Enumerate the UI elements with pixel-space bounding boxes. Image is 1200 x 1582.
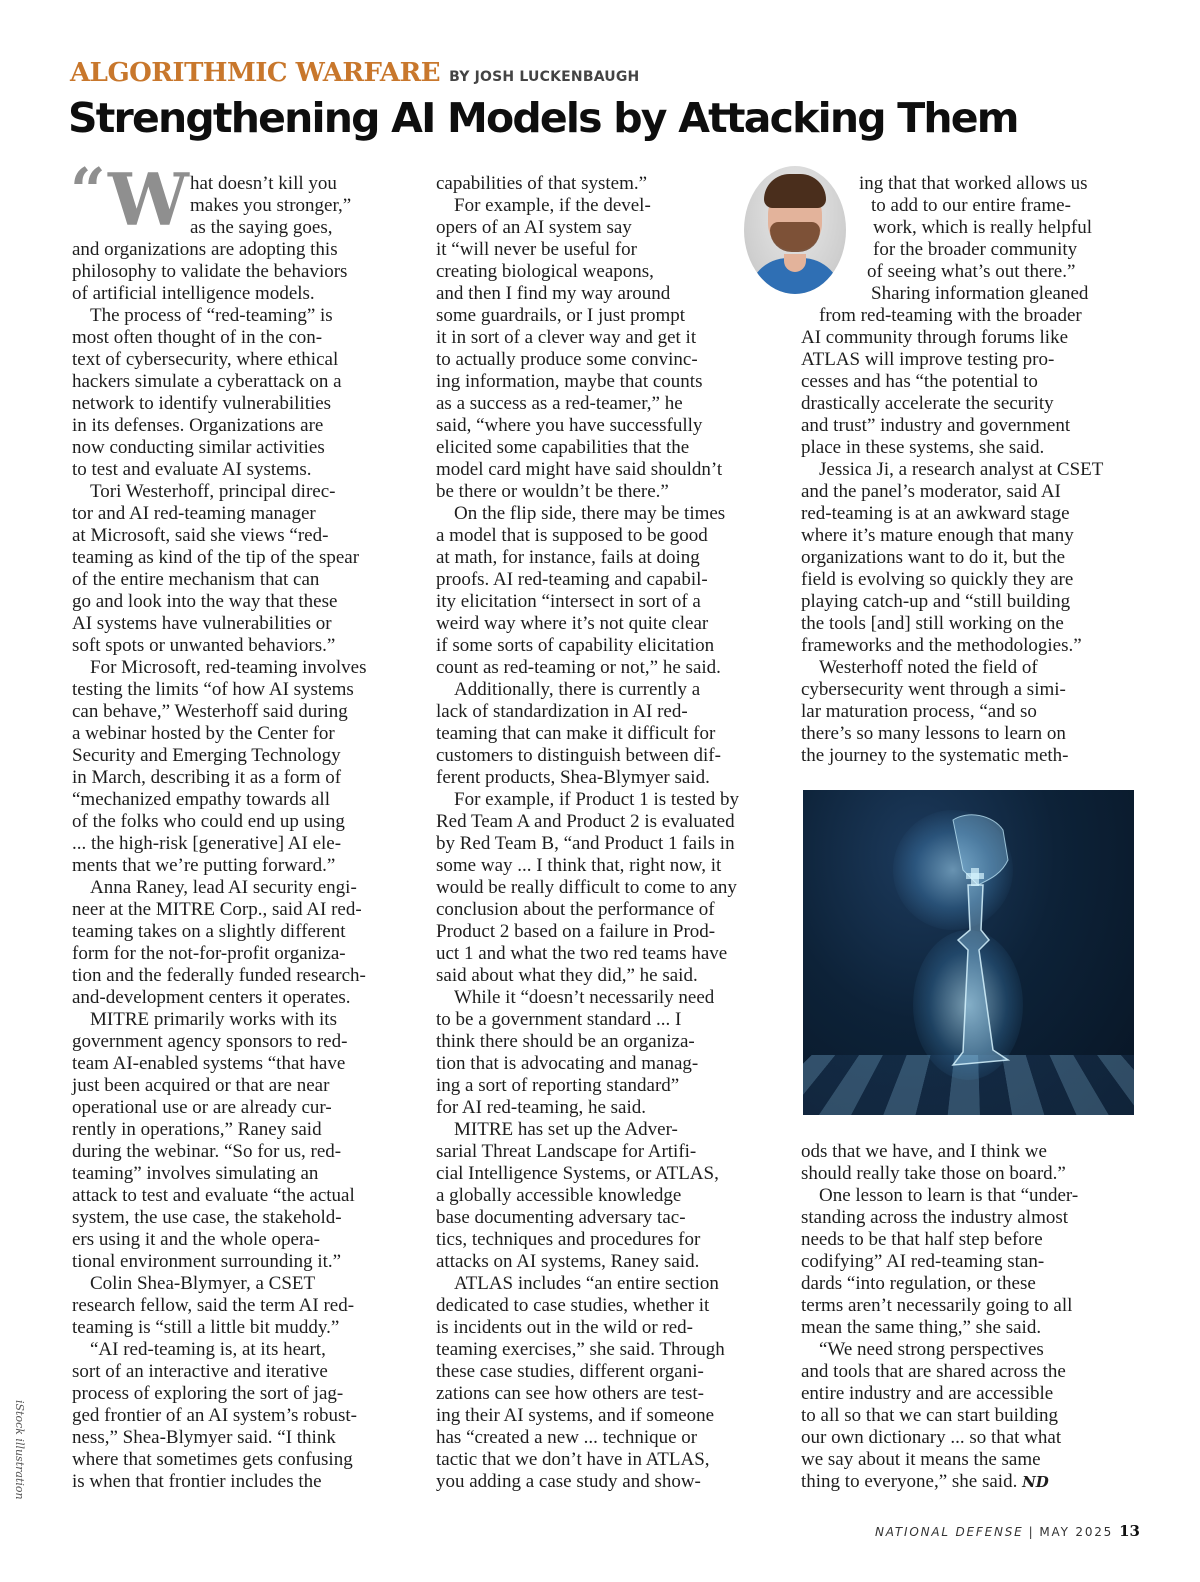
text-line: by Red Team B, “and Product 1 fails in	[436, 833, 735, 854]
page-number: 13	[1119, 1522, 1140, 1540]
text-line: dards “into regulation, or these	[801, 1273, 1036, 1294]
text-line: we say about it means the same	[801, 1449, 1041, 1470]
text-line: for the broader community	[873, 239, 1078, 260]
text-line: where that sometimes gets confusing	[72, 1449, 353, 1470]
text-line: soft spots or unwanted behaviors.”	[72, 635, 336, 656]
text-line: “AI red-teaming is, at its heart,	[90, 1339, 326, 1360]
text-line: our own dictionary ... so that what	[801, 1427, 1062, 1448]
text-line: you adding a case study and show-	[436, 1471, 701, 1492]
text-line: The process of “red-teaming” is	[90, 305, 333, 326]
text-line: teaming as kind of the tip of the spear	[72, 547, 360, 568]
text-line: at Microsoft, said she views “red-	[72, 525, 329, 546]
text-line: some way ... I think that, right now, it	[436, 855, 722, 876]
text-line	[801, 1471, 1146, 1493]
text-line: “We need strong perspectives	[819, 1339, 1044, 1360]
text-line: On the flip side, there may be times	[454, 503, 726, 524]
text-line: model card might have said shouldn’t	[436, 459, 723, 480]
text-line: most often thought of in the con-	[72, 327, 323, 348]
text-line: there’s so many lessons to learn on	[801, 723, 1066, 744]
text-line: can behave,” Westerhoff said during	[72, 701, 348, 722]
text-line: and then I find my way around	[436, 283, 671, 304]
text-line: it “will never be useful for	[436, 239, 638, 260]
text-line: would be really difficult to come to any	[436, 877, 737, 898]
text-line: proofs. AI red-teaming and capabil-	[436, 569, 708, 590]
text-line: ers using it and the whole opera-	[72, 1229, 320, 1250]
text-line: playing catch-up and “still building	[801, 591, 1071, 612]
text-line: elicited some capabilities that the	[436, 437, 690, 458]
text-line: sarial Threat Landscape for Artifi-	[436, 1141, 697, 1162]
text-line: Red Team A and Product 2 is evaluated	[436, 811, 735, 832]
text-line: is when that frontier includes the	[72, 1471, 322, 1492]
text-line: of the folks who could end up using	[72, 811, 345, 832]
text-line: just been acquired or that are near	[72, 1075, 330, 1096]
text-line: said, “where you have successfully	[436, 415, 703, 436]
text-line: where it’s mature enough that many	[801, 525, 1074, 546]
article-column-3-top	[801, 173, 1146, 767]
text-line: it in sort of a clever way and get it	[436, 327, 697, 348]
text-line: philosophy to validate the behaviors	[72, 261, 348, 282]
text-line: for AI red-teaming, he said.	[436, 1097, 646, 1118]
text-line: needs to be that half step before	[801, 1229, 1043, 1250]
headline: Strengthening AI Models by Attacking Them	[68, 94, 1018, 142]
text-line: should really take those on board.”	[801, 1163, 1066, 1184]
page-footer	[875, 1522, 1140, 1540]
text-line: these case studies, different organi-	[436, 1361, 704, 1382]
text-line: be there or wouldn’t be there.”	[436, 481, 669, 502]
text-line: For example, if Product 1 is tested by	[454, 789, 739, 810]
text-line: ferent products, Shea-Blymyer said.	[436, 767, 710, 788]
text-line: ity elicitation “intersect in sort of a	[436, 591, 701, 612]
text-line: a webinar hosted by the Center for	[72, 723, 335, 744]
text-line: think there should be an organiza-	[436, 1031, 695, 1052]
article-column-2	[436, 173, 781, 1493]
text-line: is incidents out in the wild or red-	[436, 1317, 693, 1338]
text-line: and the panel’s moderator, said AI	[801, 481, 1061, 502]
text-line: terms aren’t necessarily going to all	[801, 1295, 1073, 1316]
text-line: Westerhoff noted the field of	[819, 657, 1038, 678]
text-line: ing that that worked allows us	[859, 173, 1088, 194]
text-span: thing to everyone,” she said.	[801, 1471, 1018, 1492]
text-line: ing information, maybe that counts	[436, 371, 703, 392]
text-line: text of cybersecurity, where ethical	[72, 349, 339, 370]
text-line: tion and the federally funded research-	[72, 965, 366, 986]
text-line: lack of standardization in AI red-	[436, 701, 688, 722]
drop-cap-letter: W	[108, 157, 189, 242]
text-line: cial Intelligence Systems, or ATLAS,	[436, 1163, 719, 1184]
text-line: cesses and has “the potential to	[801, 371, 1038, 392]
text-line: field is evolving so quickly they are	[801, 569, 1074, 590]
text-line: go and look into the way that these	[72, 591, 338, 612]
text-line: zations can see how others are test-	[436, 1383, 705, 1404]
text-line: ods that we have, and I think we	[801, 1141, 1047, 1162]
department-label: ALGORITHMIC WARFARE	[70, 58, 441, 88]
text-line: MITRE has set up the Adver-	[454, 1119, 678, 1140]
text-line: during the webinar. “So for us, red-	[72, 1141, 342, 1162]
text-line: hackers simulate a cyberattack on a	[72, 371, 342, 392]
text-line: weird way where it’s not quite clear	[436, 613, 709, 634]
text-line: as the saying goes,	[190, 217, 333, 238]
text-line: form for the not-for-profit organiza-	[72, 943, 346, 964]
article-column-1	[72, 173, 412, 1493]
text-line: hat doesn’t kill you	[190, 173, 337, 194]
text-line: as a success as a red-teamer,” he	[436, 393, 683, 414]
text-line: a model that is supposed to be good	[436, 525, 708, 546]
text-line: tion that is advocating and manag-	[436, 1053, 699, 1074]
article-column-3-bottom	[801, 1141, 1146, 1493]
text-line: of artificial intelligence models.	[72, 283, 315, 304]
text-line: teaming exercises,” she said. Through	[436, 1339, 725, 1360]
text-line: dedicated to case studies, whether it	[436, 1295, 710, 1316]
text-line: place in these systems, she said.	[801, 437, 1045, 458]
text-line: standing across the industry almost	[801, 1207, 1069, 1228]
text-line: base documenting adversary tac-	[436, 1207, 686, 1228]
text-line: mean the same thing,” she said.	[801, 1317, 1042, 1338]
drop-quote-mark: “	[70, 154, 106, 227]
text-line: rently in operations,” Raney said	[72, 1119, 322, 1140]
text-line: lar maturation process, “and so	[801, 701, 1037, 722]
text-line: frameworks and the methodologies.”	[801, 635, 1082, 656]
text-line: creating biological weapons,	[436, 261, 654, 282]
text-line: “mechanized empathy towards all	[72, 789, 330, 810]
kicker	[70, 58, 639, 88]
text-line: organizations want to do it, but the	[801, 547, 1066, 568]
footer-separator: |	[1028, 1525, 1035, 1539]
text-line: tional environment surrounding it.”	[72, 1251, 342, 1272]
text-line: Anna Raney, lead AI security engi-	[90, 877, 357, 898]
text-line: While it “doesn’t necessarily need	[454, 987, 715, 1008]
text-line: in its defenses. Organizations are	[72, 415, 324, 436]
text-line: neer at the MITRE Corp., said AI red-	[72, 899, 362, 920]
text-line: drastically accelerate the security	[801, 393, 1054, 414]
text-line: sort of an interactive and iterative	[72, 1361, 328, 1382]
text-line: testing the limits “of how AI systems	[72, 679, 354, 700]
text-line: process of exploring the sort of jag-	[72, 1383, 344, 1404]
text-line: Additionally, there is currently a	[454, 679, 701, 700]
text-line: teaming takes on a slightly different	[72, 921, 346, 942]
text-line: Product 2 based on a failure in Prod-	[436, 921, 716, 942]
text-line: to actually produce some convinc-	[436, 349, 698, 370]
text-line: and trust” industry and government	[801, 415, 1071, 436]
text-line: attacks on AI systems, Raney said.	[436, 1251, 700, 1272]
text-line: Sharing information gleaned	[871, 283, 1089, 304]
text-line: teaming is “still a little bit muddy.”	[72, 1317, 340, 1338]
photo-credit: iStock illustration	[13, 1400, 26, 1500]
text-line: to all so that we can start building	[801, 1405, 1058, 1426]
text-line: AI community through forums like	[801, 327, 1069, 348]
text-line: at math, for instance, fails at doing	[436, 547, 700, 568]
text-line: ments that we’re putting forward.”	[72, 855, 336, 876]
text-line: Colin Shea-Blymyer, a CSET	[90, 1273, 316, 1294]
text-line: if some sorts of capability elicitation	[436, 635, 715, 656]
chess-illustration	[803, 790, 1134, 1115]
text-line: MITRE primarily works with its	[90, 1009, 337, 1030]
text-line: ness,” Shea-Blymyer said. “I think	[72, 1427, 336, 1448]
text-line: and organizations are adopting this	[72, 239, 338, 260]
text-line: operational use or are already cur-	[72, 1097, 332, 1118]
text-line: For Microsoft, red-teaming involves	[90, 657, 367, 678]
text-line: ATLAS will improve testing pro-	[801, 349, 1055, 370]
issue-date: MAY 2025	[1039, 1525, 1114, 1539]
text-line: and tools that are shared across the	[801, 1361, 1066, 1382]
text-line: attack to test and evaluate “the actual	[72, 1185, 355, 1206]
text-line: customers to distinguish between dif-	[436, 745, 721, 766]
text-line: has “created a new ... technique or	[436, 1427, 698, 1448]
end-mark: ND	[1022, 1473, 1049, 1491]
text-line: tactic that we don’t have in ATLAS,	[436, 1449, 710, 1470]
text-line: conclusion about the performance of	[436, 899, 715, 920]
text-line: of the entire mechanism that can	[72, 569, 320, 590]
text-line: some guardrails, or I just prompt	[436, 305, 686, 326]
text-line: ... the high-risk [generative] AI ele-	[72, 833, 342, 854]
text-line: capabilities of that system.”	[436, 173, 648, 194]
text-line: to test and evaluate AI systems.	[72, 459, 312, 480]
text-line: to be a government standard ... I	[436, 1009, 682, 1030]
text-line: Jessica Ji, a research analyst at CSET	[819, 459, 1104, 480]
text-line: uct 1 and what the two red teams have	[436, 943, 728, 964]
text-line: to add to our entire frame-	[871, 195, 1071, 216]
text-line: and-development centers it operates.	[72, 987, 351, 1008]
text-line: team AI-enabled systems “that have	[72, 1053, 346, 1074]
text-line: opers of an AI system say	[436, 217, 632, 238]
text-line: network to identify vulnerabilities	[72, 393, 332, 414]
text-line: government agency sponsors to red-	[72, 1031, 348, 1052]
text-line: of seeing what’s out there.”	[867, 261, 1076, 282]
text-line: One lesson to learn is that “under-	[819, 1185, 1079, 1206]
text-line: entire industry and are accessible	[801, 1383, 1054, 1404]
text-line: a globally accessible knowledge	[436, 1185, 682, 1206]
chess-king-icon	[803, 790, 1134, 1115]
text-line: teaming” involves simulating an	[72, 1163, 319, 1184]
text-line: AI systems have vulnerabilities or	[72, 613, 332, 634]
text-line: Security and Emerging Technology	[72, 745, 341, 766]
text-line: said about what they did,” he said.	[436, 965, 698, 986]
text-line: the journey to the systematic meth-	[801, 745, 1069, 766]
byline: BY JOSH LUCKENBAUGH	[449, 69, 640, 85]
text-line: ing a sort of reporting standard”	[436, 1075, 680, 1096]
text-line: Tori Westerhoff, principal direc-	[90, 481, 336, 502]
text-line: tics, techniques and procedures for	[436, 1229, 701, 1250]
text-line: makes you stronger,”	[190, 195, 352, 216]
text-line: count as red-teaming or not,” he said.	[436, 657, 721, 678]
text-line: the tools [and] still working on the	[801, 613, 1064, 634]
text-line: work, which is really helpful	[873, 217, 1092, 238]
text-line: research fellow, said the term AI red-	[72, 1295, 355, 1316]
text-line: in March, describing it as a form of	[72, 767, 342, 788]
text-line: tor and AI red-teaming manager	[72, 503, 316, 524]
text-line: ged frontier of an AI system’s robust-	[72, 1405, 357, 1426]
text-line: from red-teaming with the broader	[819, 305, 1082, 326]
text-line: For example, if the devel-	[454, 195, 651, 216]
text-line: cybersecurity went through a simi-	[801, 679, 1066, 700]
text-line: system, the use case, the stakehold-	[72, 1207, 342, 1228]
text-line: now conducting similar activities	[72, 437, 325, 458]
publication-name: NATIONAL DEFENSE	[874, 1525, 1024, 1539]
text-line: red-teaming is at an awkward stage	[801, 503, 1070, 524]
text-line: teaming that can make it difficult for	[436, 723, 716, 744]
text-line: codifying” AI red-teaming stan-	[801, 1251, 1045, 1272]
text-line: ing their AI systems, and if someone	[436, 1405, 715, 1426]
text-line: ATLAS includes “an entire section	[454, 1273, 719, 1294]
